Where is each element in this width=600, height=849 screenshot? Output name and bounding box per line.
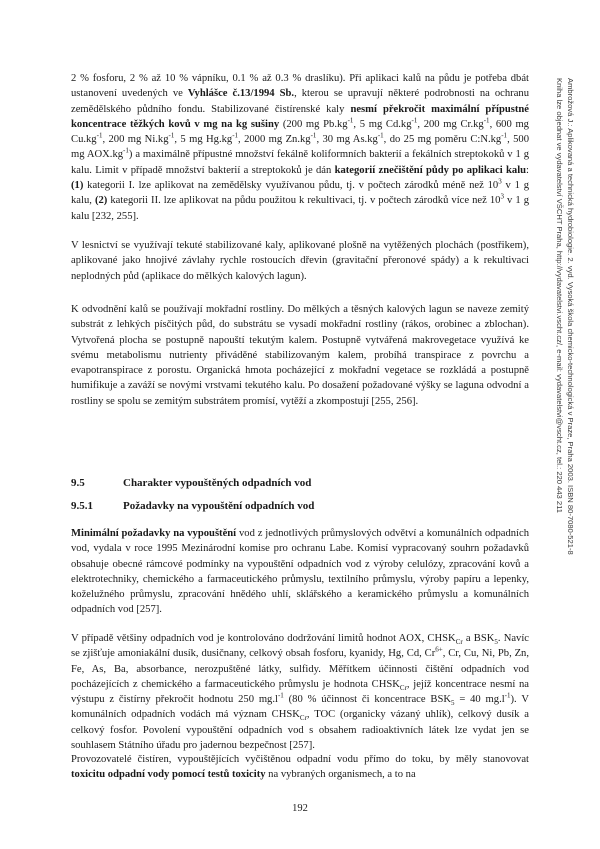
paragraph-sludge-limits: 2 % fosforu, 2 % až 10 % vápníku, 0.1 % až 0.3 % draslíku). Při aplikaci kalů na půdu je potřeba dbát ustanovení uvedených ve Vyhlášce č.13/1994 Sb., kterou se upravují některé podrobnosti na ochranu zemědělského půdního fondu. Stabilizované čistírenské kaly nesmí překročit maximální přípustné koncentrace těžkých kovů v mg na kg sušiny (200 mg $Pb.kg^{-1}$, 5 mg $Cd.kg^{-1}$, 200 mg $Cr.kg^{-1}$, 600 mg $Cu.kg^{-1}$, 200 mg $Ni.kg^{-1}$, 5 mg $Hg.kg^{-1}$, 2000 mg $Zn.kg^{-1}$, 30 mg $As.kg^{-1}$, do 25 mg poměru $C:N.kg^{-1}$, 500 mg $AOX.kg^{-1}$) a maximálně přípustné množství fekálně koliformních bakterií a fekálních streptokoků v 1 g kalu. Limit v případě množství bakterií a streptokoků je dán kategorií znečištění půdy po aplikaci kalu: (1) kategorii I. lze aplikovat na zemědělsky využívanou půdu, tj. v počtech zárodků méně než $10^3$ v 1 g kalu, (2) kategorii II. lze aplikovat na půdu použitou k rekultivaci, tj. v počtech zárodků více než $10^3$ v 1 g kalu [232, 255].	[71, 73, 530, 222]
section-title: Charakter vypouštěných odpadních vod	[123, 477, 312, 489]
side-citation-line1: Ambrožová J.: Aplikovaná a technická hydrobiologie. 2. vyd. Vysoká škola chemicko-technologická v Praze, Praha 2003. ISBN 80-7080-521-8	[566, 78, 575, 555]
page-number: 192	[292, 803, 308, 814]
paragraph-wetland-dewatering: K odvodnění kalů se používají mokřadní rostliny. Do mělkých a těsných kalových lagun se naveze zemitý substrát z lehkých písčitých půd, do substrátu se vysadí mokřadní rostliny (rákos, orobinec a zblochan). Vytvořená plocha se postupně napouští tekutým kalem. Postupně vytvářená makrovegetace využívá ke svému metabolismu nutrienty přiváděné stabilizovaným kalem, probíhá transpirace z povrchu a evapotranspirace z porostu. Organická hmota pocházející z mokřadní vegetace se rozkládá a postupně humifikuje a zaváží se novými vrstvami tekutého kalu. Po dosažení požadované výšky se laguna odvodní a rostliny se spolu se zemitým substrátem promísí, vytěží a zkompostují [255, 256].	[71, 304, 529, 407]
paragraph-toxicity: Provozovatelé čistíren, vypouštějících vyčištěnou odpadní vodu přímo do toku, by měly stanovovat toxicitu odpadní vody pomocí testů toxicity na vybraných organismech, a to na	[71, 754, 529, 781]
subsection-number: 9.5.1	[71, 500, 93, 512]
paragraph-forestry: V lesnictví se využívají tekuté stabilizované kaly, aplikované plošně na vytěžených plochách (postřikem), aplikované jako hnojivé závlahy rychle rostoucích dřevin (gravitační přeronové spády) a k rekultivaci neplodných půd (aplikace do mělkých kalových lagun).	[71, 240, 529, 282]
side-citation-line2: Kniha lze objednat ve vydavatelství VŠCHT Praha, http://vydavatelstvi.vscht.cz/, e-mail: vydavatelstvi@vscht.cz, tel.: 220 443 211	[555, 78, 564, 513]
subsection-heading-9-5-1	[71, 500, 314, 512]
paragraph-limit-values: V případě většiny odpadních vod je kontrolováno dodržování limitů hodnot AOX, $CHSK_{Cr}$ a $BSK_5$. Navíc se zjišťuje amoniakální dusík, dusičnany, celkový obsah fosforu, kyanidy, Hg, Cd, $Cr^{6+}$, Cr, Cu, Ni, Pb, Zn, Fe, As, Ba, absorbance, nerozpuštěné látky, sulfidy. Měřítkem účinnosti čištění odpadních vod pocházejících z chemického a farmaceutického průmyslu je hodnota $CHSK_{Cr}$, jejíž koncentrace nesmí na výstupu z čistírny překročit hodnotu 250 $mg.l^{-1}$ (80 % účinnost či koncentrace $BSK_5 = 40$ $mg.l^{-1}$). V komunálních odpadních vodách má význam $CHSK_{Cr}$, TOC (organicky vázaný uhlík), celkový dusík a celkový fosfor. Povolení vypouštění odpadních vod s obsahem radioaktivních látek lze vydat jen se souhlasem Státního úřadu pro jadernou bezpečnost [257].	[71, 633, 530, 752]
section-number: 9.5	[71, 477, 85, 489]
paragraph-minimum-requirements: Minimální požadavky na vypouštění vod z jednotlivých průmyslových odvětví a komunálních odpadních vod, vydala v roce 1995 Mezinárodní komise pro ochranu Labe. Komisí vypracovaný souhrn požadavků obsahuje obecné rámcové podmínky na vypouštění odpadních vod z výroby celulózy, zpracování kovů a elektrotechniky, chemického a farmaceutického průmyslu, textilního průmyslu, výroby papíru a lepenky, koželužného průmyslu, zpracování hnědého uhlí, sklářského a keramického průmyslu a komunálních odpadních vod [257].	[71, 528, 529, 616]
section-heading-9-5	[71, 477, 311, 489]
side-citation	[548, 78, 576, 618]
subsection-title: Požadavky na vypouštění odpadních vod	[123, 500, 315, 512]
